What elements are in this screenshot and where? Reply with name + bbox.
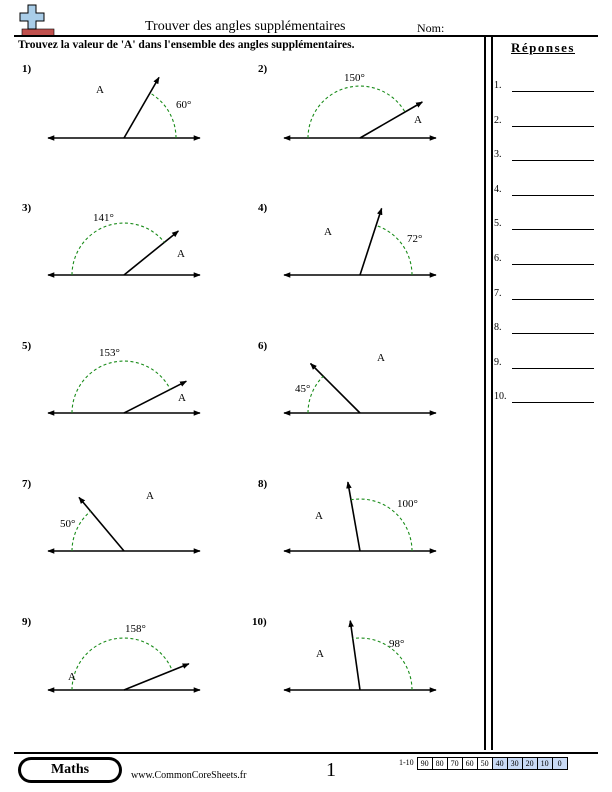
subject-label: Maths xyxy=(21,760,119,780)
problem-2-diagram xyxy=(284,72,436,138)
angle-ray xyxy=(311,364,360,413)
score-cell: 40 xyxy=(492,757,508,770)
answer-number: 1. xyxy=(494,80,502,91)
worksheet-title: Trouver des angles supplémentaires xyxy=(145,19,346,34)
unknown-angle-label: A xyxy=(146,490,154,502)
score-range: 1-10 xyxy=(399,758,414,767)
given-angle-label: 100° xyxy=(397,498,418,510)
problem-number: 8) xyxy=(258,478,268,490)
angle-ray xyxy=(348,482,360,551)
website-text: www.CommonCoreSheets.fr xyxy=(131,770,247,781)
problem-number: 2) xyxy=(258,63,268,75)
answer-number: 7. xyxy=(494,287,502,299)
angle-ray xyxy=(124,664,189,690)
problem-8-diagram xyxy=(284,482,436,551)
score-cell: 80 xyxy=(432,757,448,770)
problem-7-diagram xyxy=(48,490,200,551)
given-angle-label: 60° xyxy=(176,99,192,111)
angle-arc xyxy=(308,86,405,138)
score-cell: 60 xyxy=(462,757,478,770)
problem-3-diagram xyxy=(48,212,200,275)
problem-number: 9) xyxy=(22,616,32,628)
given-angle-label: 150° xyxy=(344,72,365,84)
angle-arc xyxy=(72,638,172,690)
score-cell: 10 xyxy=(537,757,553,770)
unknown-angle-label: A xyxy=(414,114,422,126)
angle-arc xyxy=(72,361,170,413)
angle-ray xyxy=(360,208,382,275)
given-angle-label: 72° xyxy=(407,233,423,245)
answer-number: 5. xyxy=(494,218,502,230)
given-angle-label: 45° xyxy=(295,383,311,395)
score-cell: 0 xyxy=(552,757,568,770)
problem-number: 7) xyxy=(22,478,32,490)
problem-number: 6) xyxy=(258,340,268,352)
score-cell: 30 xyxy=(507,757,523,770)
unknown-angle-label: A xyxy=(96,84,104,96)
score-table xyxy=(398,757,568,769)
answer-number: 9. xyxy=(494,356,502,368)
problem-number: 1) xyxy=(22,63,32,75)
footer-rule xyxy=(14,752,598,754)
angle-arc xyxy=(72,223,164,275)
angle-arc xyxy=(150,93,176,138)
unknown-angle-label: A xyxy=(377,352,385,364)
name-label: Nom: xyxy=(417,21,445,35)
answer-number: 10. xyxy=(494,391,507,403)
answer-number: 3. xyxy=(494,149,502,161)
page-number: 1 xyxy=(326,759,336,781)
problem-10-diagram xyxy=(284,621,436,690)
problem-6-diagram xyxy=(284,352,436,413)
problem-number: 3) xyxy=(22,202,32,214)
instructions: Trouvez la valeur de 'A' dans l'ensemble des angles supplémentaires. xyxy=(18,39,355,51)
given-angle-label: 158° xyxy=(125,623,146,635)
answer-number: 4. xyxy=(494,183,502,195)
given-angle-label: 50° xyxy=(60,518,76,530)
unknown-angle-label: A xyxy=(315,510,323,522)
problem-number: 5) xyxy=(22,340,32,352)
unknown-angle-label: A xyxy=(68,671,76,683)
given-angle-label: 98° xyxy=(389,638,405,650)
unknown-angle-label: A xyxy=(177,248,185,260)
score-cell: 90 xyxy=(417,757,433,770)
angle-ray xyxy=(124,381,186,413)
problem-5-diagram xyxy=(48,347,200,413)
score-cell: 20 xyxy=(522,757,538,770)
score-cell: 50 xyxy=(477,757,493,770)
problem-9-diagram xyxy=(48,623,200,690)
unknown-angle-label: A xyxy=(316,648,324,660)
answer-number: 6. xyxy=(494,253,502,264)
problem-number: 4) xyxy=(258,202,268,214)
unknown-angle-label: A xyxy=(324,226,332,238)
problem-4-diagram xyxy=(284,208,436,275)
answers-title: Réponses xyxy=(510,40,575,55)
angle-ray xyxy=(360,102,422,138)
angle-ray xyxy=(124,231,178,275)
angle-ray xyxy=(350,621,360,690)
answer-number: 2. xyxy=(494,114,502,126)
angle-ray xyxy=(124,77,159,138)
problem-1-diagram xyxy=(48,77,200,138)
score-cell: 70 xyxy=(447,757,463,770)
unknown-angle-label: A xyxy=(178,392,186,404)
angle-ray xyxy=(79,497,124,551)
answer-number: 8. xyxy=(494,322,502,334)
given-angle-label: 141° xyxy=(93,212,114,224)
given-angle-label: 153° xyxy=(99,347,120,359)
problem-number: 10) xyxy=(252,616,267,628)
